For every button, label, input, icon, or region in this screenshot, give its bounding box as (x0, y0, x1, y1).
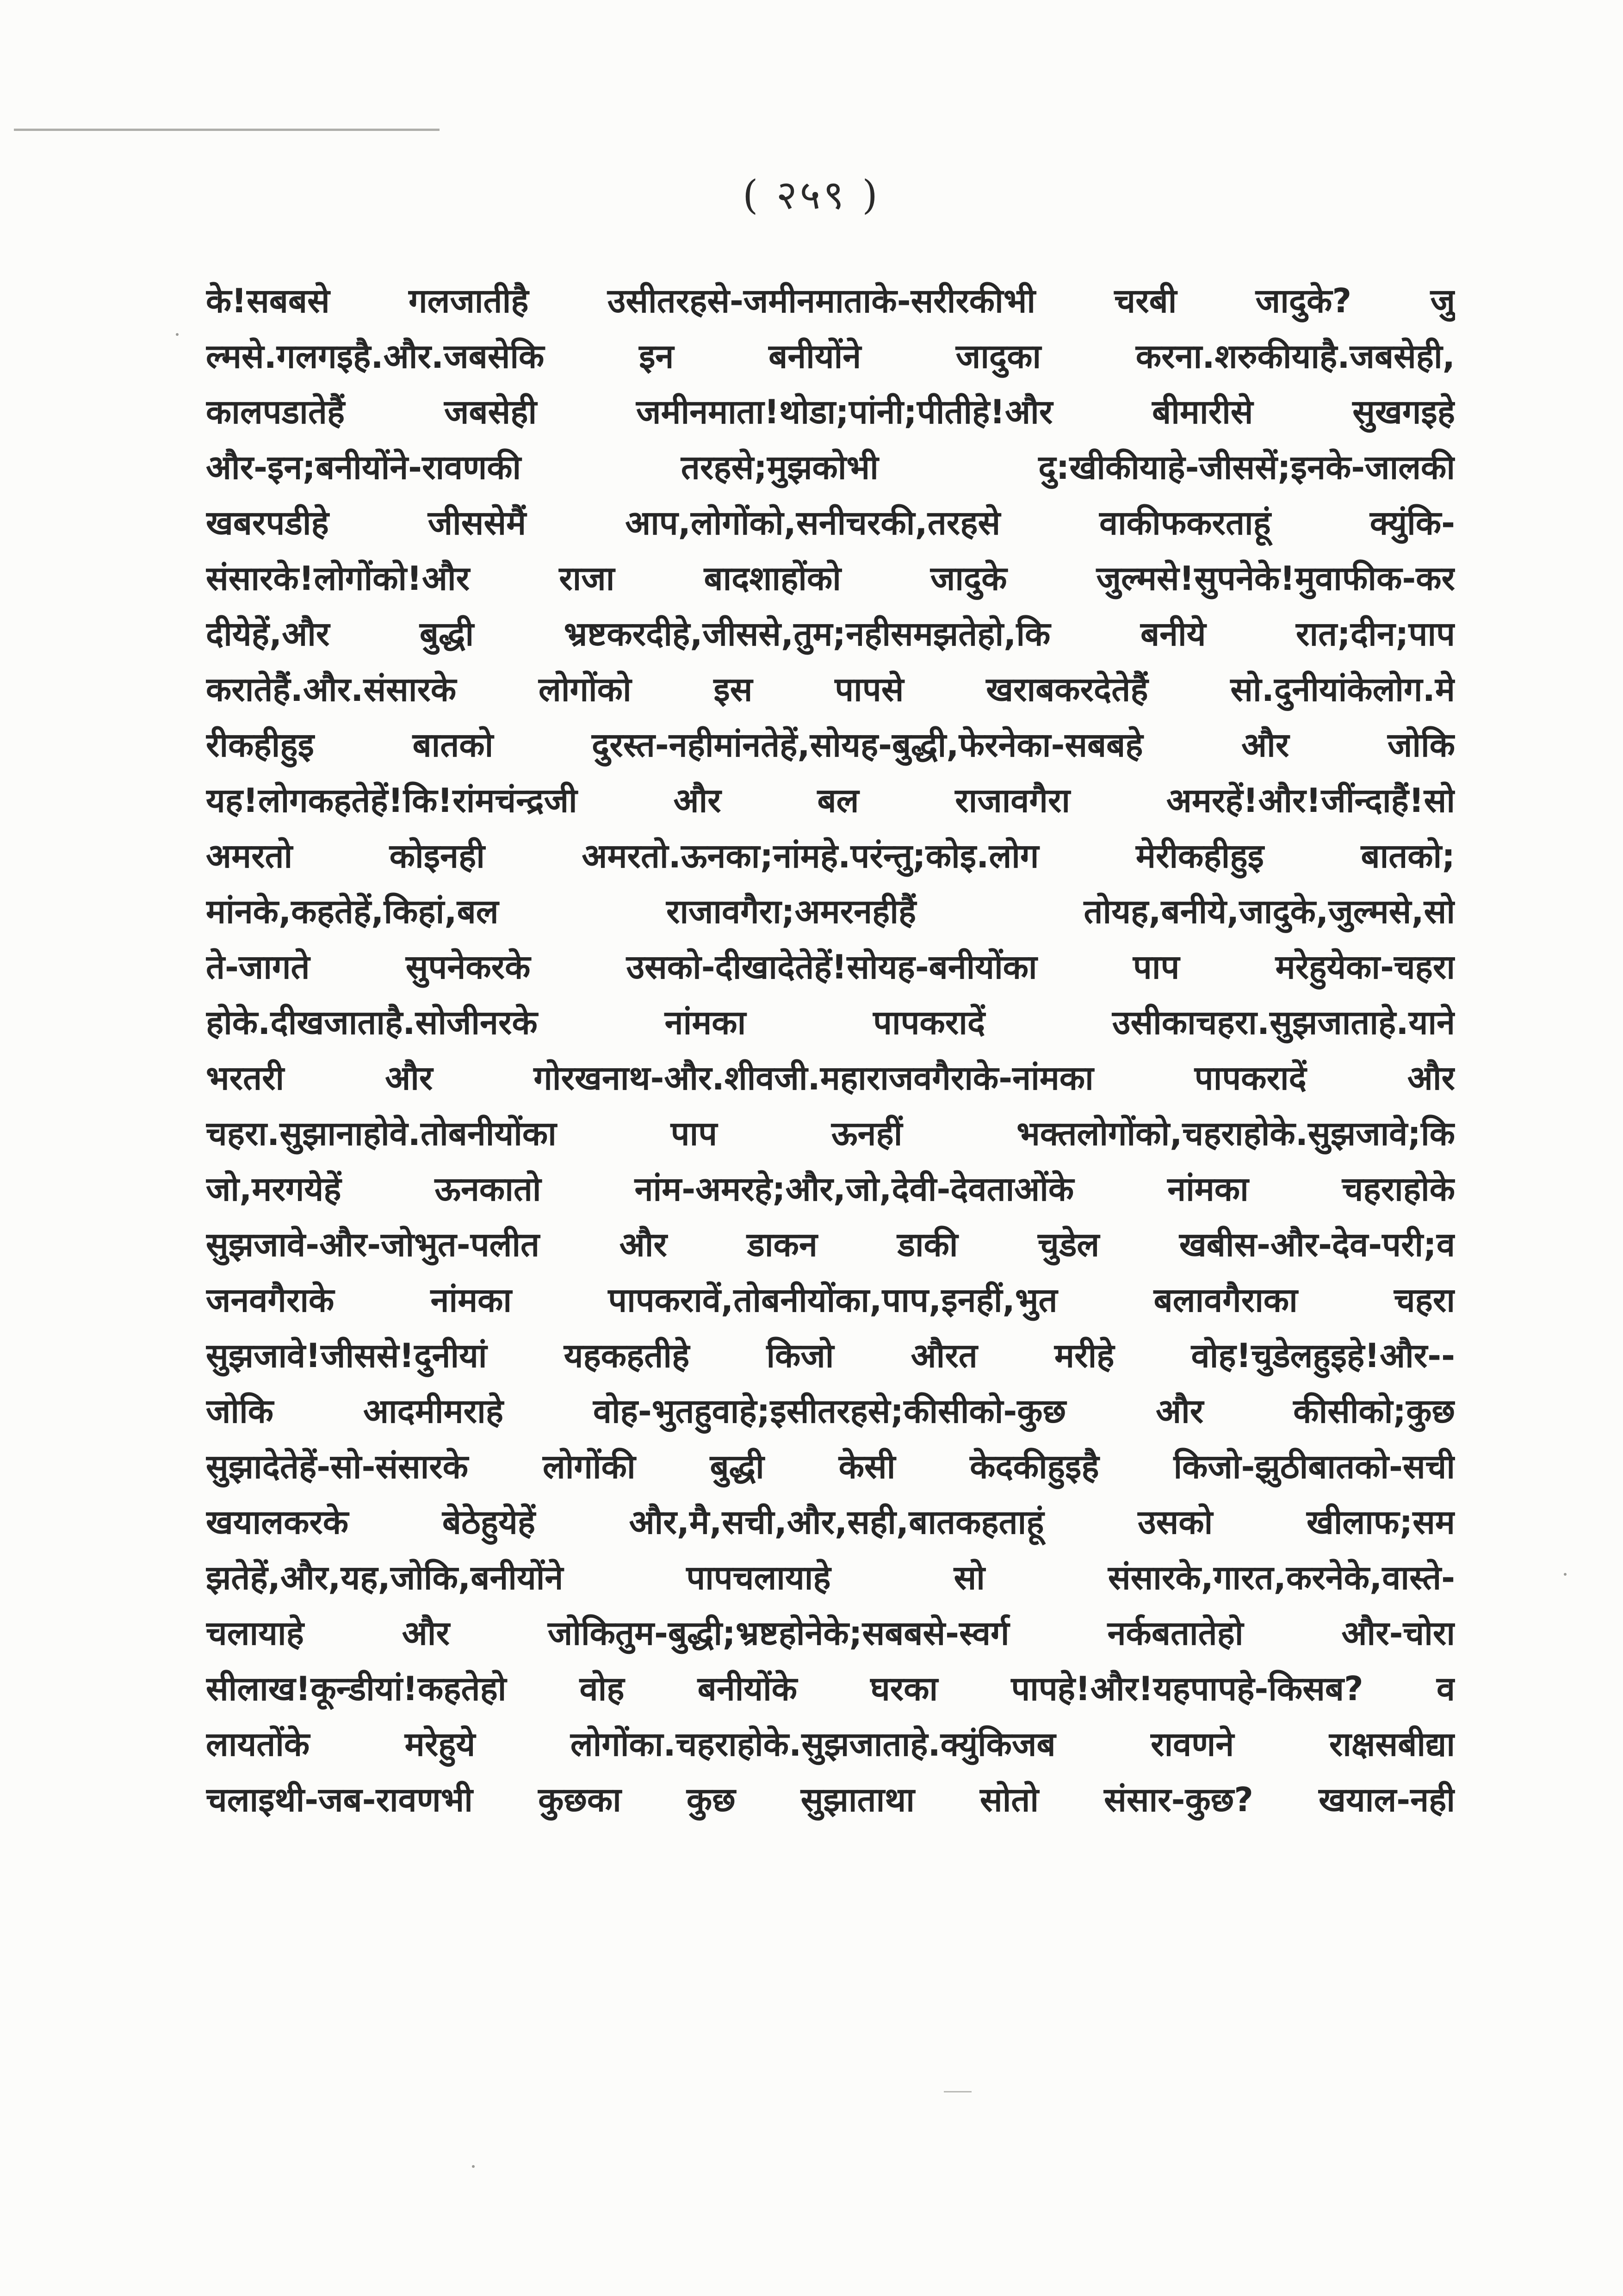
scan-mark (944, 2091, 972, 2092)
scan-speck (472, 2165, 475, 2168)
text-line: मांनके,कहतेहें,किहां,बल राजावगैरा;अमरनहीहैं तोयह,बनीये,जादुके,जुल्मसे,सो (206, 892, 1455, 931)
text-line: सुझादेतेहें-सो-संसारके लोगोंकी बुद्धी केसी केदकीहुइहै किजो-झुठीबातको-सची (206, 1447, 1455, 1486)
top-divider-line (14, 129, 440, 131)
scan-speck (1564, 1573, 1567, 1576)
text-line: करातेहैं.और.संसारके लोगोंको इस पापसे खराबकरदेतेहैं सो.दुनीयांकेलोग.मे (206, 670, 1455, 709)
text-line: सीलाख!कून्डीयां!कहतेहो वोह बनीयोंके घरका पापहे!और!यहपापहे-किसब? व (206, 1669, 1455, 1708)
text-line: दीयेहें,और बुद्धी भ्रष्टकरदीहे,जीससे,तुम;नहीसमझतेहो,कि बनीये रात;दीन;पाप (206, 614, 1455, 653)
text-line: जनवगैराके नांमका पापकरावें,तोबनीयोंका,पाप,इनहीं,भुत बलावगैराका चहरा (206, 1281, 1455, 1319)
text-line: संसारके!लोगोंको!और राजा बादशाहोंको जादुके जुल्मसे!सुपनेके!मुवाफीक-कर (206, 559, 1455, 598)
page-number: ( २५९ ) (743, 172, 880, 218)
text-line: जो,मरगयेहें ऊनकातो नांम-अमरहे;और,जो,देवी-देवताओंके नांमका चहराहोके (206, 1170, 1455, 1208)
scan-speck (176, 333, 179, 336)
text-line: सुझजावे!जीससे!दुनीयां यहकहतीहे किजो औरत मरीहे वोह!चुडेलहुइहे!और-- (206, 1336, 1455, 1375)
text-line: यह!लोगकहतेहें!कि!रांमचंन्द्रजी और बल राजावगैरा अमरहें!और!जींन्दाहैं!सो (206, 781, 1455, 820)
text-line: होके.दीखजाताहै.सोजीनरके नांमका पापकरादें उसीकाचहरा.सुझजाताहे.याने (206, 1003, 1455, 1042)
text-line: सुझजावे-और-जोभुत-पलीत और डाकन डाकी चुडेल खबीस-और-देव-परी;व (206, 1225, 1455, 1264)
text-line: रीकहीहुइ बातको दुरस्त-नहीमांनतेहें,सोयह-बुद्धी,फेरनेका-सबबहे और जोकि (206, 725, 1455, 764)
text-line: चहरा.सुझानाहोवे.तोबनीयोंका पाप ऊनहीं भक्तलोगोंको,चहराहोके.सुझजावे;कि (206, 1114, 1455, 1153)
text-line: के!सबबसे गलजातीहै उसीतरहसे-जमीनमाताके-सरीरकीभी चरबी जादुके? जु (206, 281, 1455, 320)
text-line: ते-जागते सुपनेकरके उसको-दीखादेतेहें!सोयह-बनीयोंका पाप मरेहुयेका-चहरा (206, 947, 1455, 986)
body-text (206, 273, 1455, 1827)
text-line: चलायाहे और जोकितुम-बुद्धी;भ्रष्टहोनेके;सबबसे-स्वर्ग नर्कबतातेहो और-चोरा (206, 1614, 1455, 1652)
text-line: और-इन;बनीयोंने-रावणकी तरहसे;मुझकोभी दु:खीकीयाहे-जीससें;इनके-जालकी (206, 448, 1455, 487)
text-line: जोकि आदमीमराहे वोह-भुतहुवाहे;इसीतरहसे;कीसीको-कुछ और कीसीको;कुछ (206, 1392, 1455, 1430)
text-line: झतेहें,और,यह,जोकि,बनीयोंने पापचलायाहे सो संसारके,गारत,करनेके,वास्ते- (206, 1558, 1455, 1597)
text-line: चलाइथी-जब-रावणभी कुछका कुछ सुझाताथा सोतो संसार-कुछ? खयाल-नही (206, 1780, 1455, 1819)
text-line: ल्मसे.गलगइहै.और.जबसेकि इन बनीयोंने जादुका करना.शरुकीयाहै.जबसेही, (206, 337, 1455, 376)
text-line: खबरपडीहे जीससेमैं आप,लोगोंको,सनीचरकी,तरहसे वाकीफकरताहूं क्युंकि- (206, 503, 1455, 542)
text-line: भरतरी और गोरखनाथ-और.शीवजी.महाराजवगैराके-नांमका पापकरादें और (206, 1058, 1455, 1097)
text-line: खयालकरके बेठेहुयेहें और,मै,सची,और,सही,बातकहताहूं उसको खीलाफ;सम (206, 1503, 1455, 1541)
text-line: लायतोंके मरेहुये लोगोंका.चहराहोके.सुझजाताहे.क्युंकिजब रावणने राक्षसबीद्या (206, 1725, 1455, 1764)
text-line: अमरतो कोइनही अमरतो.ऊनका;नांमहे.परंन्तु;कोइ.लोग मेरीकहीहुइ बातको; (206, 836, 1455, 875)
text-line: कालपडातेहैं जबसेही जमीनमाता!थोडा;पांनी;पीतीहे!और बीमारीसे सुखगइहे (206, 392, 1455, 431)
